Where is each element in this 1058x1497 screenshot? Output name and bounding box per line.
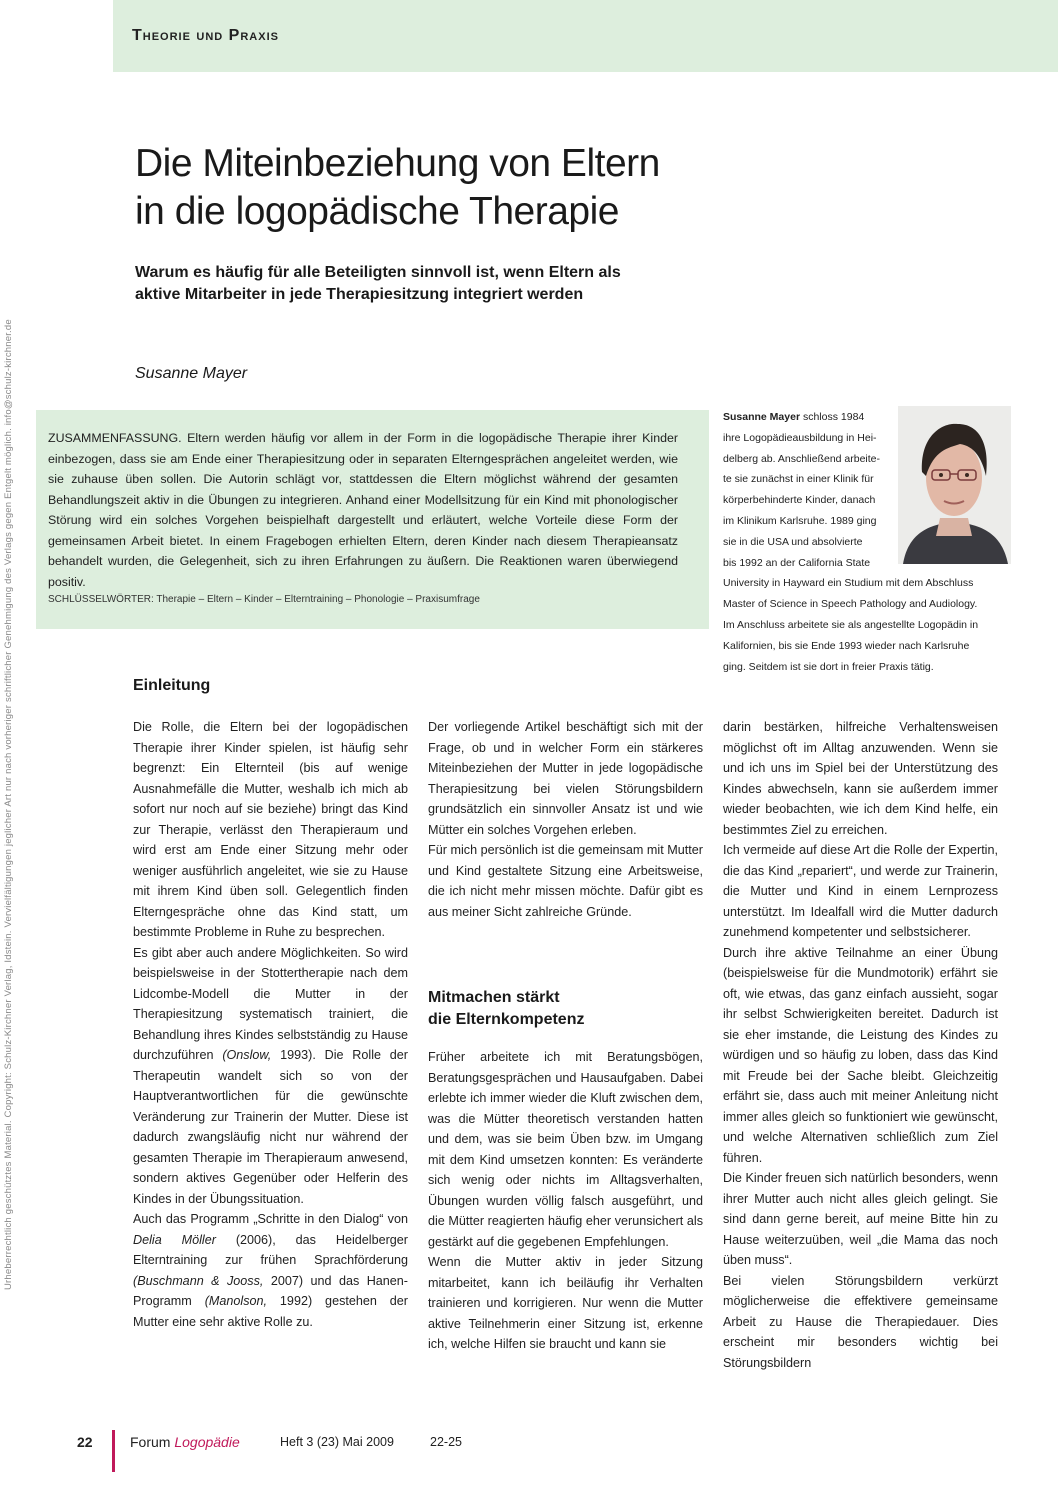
author-photo xyxy=(898,406,1011,564)
column-2-bottom xyxy=(428,1047,703,1355)
title-line-1: Die Miteinbeziehung von Eltern xyxy=(135,142,660,185)
paragraph: Für mich persönlich ist die gemeinsam mit Mutter und Kind gestaltete Sitzung eine Arbeitsweise, die ich nicht mehr missen möchte. Dafür gibt es aus meiner Sicht zahlreiche Gründe. xyxy=(428,843,703,919)
paragraph: Bei vielen Störungsbildern verkürzt möglicherweise die effektivere gemeinsame Arbeit zu Hause die Therapiedauer. Dies erscheint mir besonders wichtig bei Störungsbildern xyxy=(723,1273,998,1370)
paragraph: Die Kinder freuen sich natürlich besonders, wenn ihrer Mutter auch nicht alles gleich gelingt. Sie sind dann gerne bereit, auf meine Bitte hin zu Hause weiterzuüben, weil „die Mama das noch üben muss“. xyxy=(723,1171,998,1267)
bio-line: ihre Logopädieausbildung in Hei- xyxy=(723,431,877,444)
bio-line: te sie zunächst in einer Klinik für xyxy=(723,473,874,486)
citation: Delia Möller xyxy=(133,1232,216,1247)
paragraph: darin bestärken, hilfreiche Verhaltensweisen möglichst oft im Alltag anzuwenden. Wenn sie und ich uns im Spiel bei der Unterstützung des Kindes abwechseln, kann sie außerdem immer wieder beobachten, wie ich dem Kind helfe, ein bestimmtes Ziel zu erreichen. xyxy=(723,720,998,837)
paragraph: Es gibt aber auch andere Möglichkeiten. So wird beispielsweise in der Stottertherapie nach dem Lidcombe-Modell die Mutter in der Therapiesitzung systematisch trainiert, die Behandlung ihres Kindes selbstständig zu Hause durchzuführen (Onslow, 1993). Die Rolle der Therapeutin wandelt sich so von der Hauptverantwortlichen für die gewünschte Veränderung zur Trainerin der Mutter. Diese ist dadurch zwangsläufig nicht nur während der gesamten Therapie im Therapieraum anwesend, sondern aktives Gegenüber oder Helferin des Kindes in der Übungssituation. xyxy=(133,945,408,1206)
paragraph: Ich vermeide auf diese Art die Rolle der Expertin, die das Kind „repariert“, und werde zur Trainerin, die Mutter und Kind in einem Lernprozess unterstützt. Im Idealfall wird die Mutter dadurch zunehmend kompetenter und selbstsicherer. xyxy=(723,843,998,939)
paragraph: Durch ihre aktive Teilnahme an einer Übung (beispielsweise für die Mundmotorik) erfährt sie oft, wie etwas, das ganz einfach aussieht, sogar ihr selbst Schwierigkeiten bereitet. Dadurch ist sie eher imstande, die Leistung des Kindes zu würdigen und so häufig zu loben, dass das Kind mit Freude bei der Sache bleibt. Gleichzeitig erfährt sie, dass auch mit meiner Anleitung nicht immer alles gleich so funktioniert wie gewünscht, und welche Alternativen schließlich zum Ziel führen. xyxy=(723,945,998,1165)
article-subtitle xyxy=(135,262,695,306)
paragraph: Wenn die Mutter aktiv in jeder Sitzung mitarbeitet, kann ich beiläufig ihr Verhalten trainieren und korrigieren. Nur wenn die Mutter aktive Teilnehmerin einer Sitzung ist, erkenne ich, welche Hilfen sie braucht und kann sie xyxy=(428,1255,703,1351)
article-author: Susanne Mayer xyxy=(135,365,248,382)
bio-line: bis 1992 an der California State xyxy=(723,556,871,569)
summary-text: ZUSAMMENFASSUNG. Eltern werden häufig vor allem in der Form in die logopädische Therapie ihrer Kinder einbezogen, dass sie am Ende einer Therapiesitzung oder in separaten Elterngesprächen angeleitet werden, wie sie zuhause üben sollen. Die Autorin schlägt vor, stattdessen die Eltern möglichst während der gesamten Behandlungszeit aktiv in die Übungen zu integrieren. Anhand einer Modellsitzung für ein Kind mit phonologischer Störung wird ein solches Vorgehen beispielhaft dargestellt und erläutert, welche Vorteile diese Form der gemeinsamen Arbeit bietet. In einem Fragebogen erhielten Eltern, deren Kinder nach diesem Therapieansatz behandelt wurden, die Gelegenheit, sich zu ihren Erfahrungen zu äußern. Die Reaktionen waren überwiegend positiv. xyxy=(48,431,678,589)
bio-line: Im Anschluss arbeitete sie als angestellte Logopädin in xyxy=(723,618,979,631)
paragraph: Früher arbeitete ich mit Beratungsbögen, Beratungsgesprächen und Hausaufgaben. Dabei erlebte ich immer wieder die Kluft zwischen dem, was die Mütter theoretisch verstanden hatten und dem, was sie beim Üben bzw. im Umgang mit dem Kind umsetzen konnten: Es veränderte sich wenig oder nichts im Alltagsverhalten, Übungen wurden völlig falsch ausgeführt, und die Mütter reagierten häufig eher verunsichert als gestärkt auf die gegebenen Empfehlungen. xyxy=(428,1050,703,1249)
journal-logo-part: Logopädie xyxy=(174,1434,240,1450)
bio-line: University in Hayward ein Studium mit dem Abschluss xyxy=(723,577,974,590)
bio-line: körperbehinderte Kinder, danach xyxy=(723,494,876,507)
bio-line: Kalifornien, bis sie Ende 1993 wieder nach Karlsruhe xyxy=(723,639,970,652)
title-line-2: in die logopädische Therapie xyxy=(135,190,619,233)
page-number: 22 xyxy=(77,1434,93,1450)
bio-line: Susanne Mayer schloss 1984 xyxy=(723,411,865,423)
copyright-side-note: Urheberrechtlich geschütztes Material. Copyright: Schulz-Kirchner Verlag, Idstein. Vervielfältigungen jeglicher Art nur nach vorheriger schriftlicher Genehmigung des Verlags gegen Entgelt möglich. info@schulz-kirchner.de xyxy=(3,319,14,1290)
bio-line: Master of Science in Speech Pathology and Audiology. xyxy=(723,598,978,611)
article-pages: 22-25 xyxy=(430,1435,462,1449)
journal-issue: Heft 3 (23) Mai 2009 xyxy=(280,1435,394,1449)
citation: (Manolson, xyxy=(204,1294,268,1308)
column-3 xyxy=(723,717,998,1373)
column-2-top xyxy=(428,717,703,922)
citation: (Buschmann & Jooss, xyxy=(133,1273,264,1288)
heading-mitmachen: Mitmachen stärkt die Elternkompetenz xyxy=(428,989,585,1028)
section-label: Theorie und Praxis xyxy=(132,27,279,44)
paragraph: Der vorliegende Artikel beschäftigt sich mit der Frage, ob und in welcher Form ein stärkeres Miteinbeziehen der Mutter in jede logopädische Therapiesitzung bei vielen Störungsbildern grundsätzlich ein sinnvoller Ansatz ist und wie Mütter ein solches Vorgehen erleben. xyxy=(428,720,703,837)
citation: (Onslow, xyxy=(222,1048,272,1062)
heading-einleitung: Einleitung xyxy=(133,677,211,694)
bio-line: im Klinikum Karlsruhe. 1989 ging xyxy=(723,514,877,527)
journal-name: Forum Logopädie xyxy=(130,1434,240,1450)
bio-line: ging. Seitdem ist sie dort in freier Praxis tätig. xyxy=(723,660,934,673)
keywords: SCHLÜSSELWÖRTER: Therapie – Eltern – Kinder – Elterntraining – Phonologie – Praxisumfrage xyxy=(48,594,480,605)
subtitle-line-2: aktive Mitarbeiter in jede Therapiesitzung integriert werden xyxy=(135,286,584,303)
paragraph: Auch das Programm „Schritte in den Dialog“ von Delia Möller (2006), das Heidelberger Elterntraining zur frühen Sprachförderung (Buschmann & Jooss, 2007) und das Hanen-Programm (Manolson, 1992) gestehen der Mutter eine sehr aktive Rolle zu. xyxy=(133,1212,408,1329)
column-1 xyxy=(133,717,408,1332)
bio-line: sie in die USA und absolvierte xyxy=(723,535,863,548)
footer-divider xyxy=(112,1430,115,1472)
bio-name: Susanne Mayer xyxy=(723,411,801,423)
paragraph: Die Rolle, die Eltern bei der logopädischen Therapie ihrer Kinder spielen, ist häufig sehr begrenzt: Ein Elternteil (bis auf wenige Ausnahmefälle die Mutter, weshalb ich mich ab sofort nur noch auf sie beziehe) bringt das Kind zur Therapie, verlässt den Therapieraum und wird erst am Ende einer Sitzung mehr oder weniger ausführlich angeleitet, wie sie zu Hause mit ihrem Kind üben soll. Gelegentlich finden Elterngespräche ohne das Kind statt, um bestimmte Probleme in Ruhe zu besprechen. xyxy=(133,720,408,939)
article-title xyxy=(135,140,835,236)
bio-line: delberg ab. Anschließend arbeite- xyxy=(723,452,881,465)
subtitle-line-1: Warum es häufig für alle Beteiligten sinnvoll ist, wenn Eltern als xyxy=(135,264,621,281)
author-portrait-image xyxy=(898,406,1011,564)
